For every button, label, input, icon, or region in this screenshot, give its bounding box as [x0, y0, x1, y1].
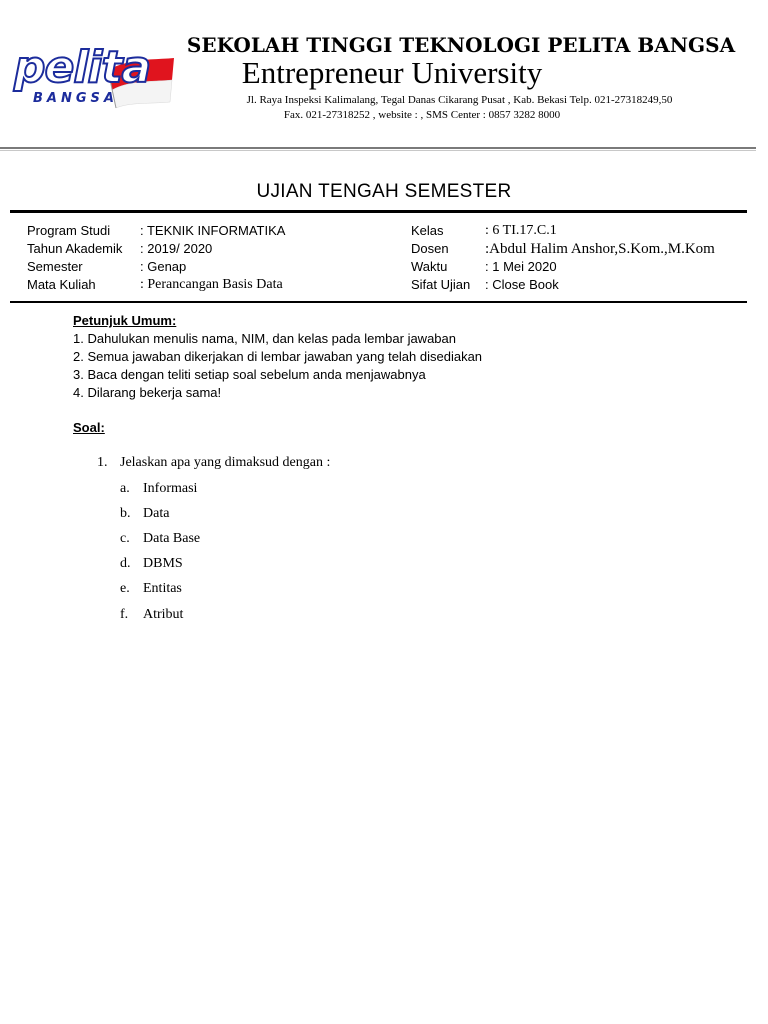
info-value: : Genap [140, 259, 187, 274]
logo-subtext: BANGSA [33, 91, 118, 106]
info-label: Program Studi [27, 223, 111, 238]
info-value: : TEKNIK INFORMATIKA [140, 223, 286, 238]
info-label: Sifat Ujian [411, 277, 471, 292]
option-letter: c. [120, 531, 130, 546]
logo-wordmark: pelita [14, 42, 151, 93]
instruction-item: 2. Semua jawaban dikerjakan di lembar jawaban yang telah disediakan [73, 349, 483, 364]
university-tagline: Entrepreneur University [241, 55, 543, 90]
info-value: :Abdul Halim Anshor,S.Kom.,M.Kom [485, 241, 715, 257]
option-letter: a. [120, 481, 130, 496]
instruction-item: 1. Dahulukan menulis nama, NIM, dan kelas pada lembar jawaban [73, 331, 456, 346]
option-letter: f. [120, 607, 129, 622]
option-letter: d. [120, 556, 131, 571]
address-line-1: Jl. Raya Inspeksi Kalimalang, Tegal Danas Cikarang Pusat , Kab. Bekasi Telp. 021-27318249,50 [246, 94, 673, 106]
instruction-item: 4. Dilarang bekerja sama! [73, 385, 222, 400]
info-label: Kelas [411, 223, 444, 238]
info-value: : 2019/ 2020 [140, 241, 213, 256]
info-value: : Close Book [485, 277, 559, 292]
instructions-heading: Petunjuk Umum: [73, 313, 177, 328]
option-text: Atribut [143, 607, 184, 622]
question-text: Jelaskan apa yang dimaksud dengan : [120, 455, 331, 470]
info-value: : 1 Mei 2020 [485, 259, 557, 274]
info-top-rule [10, 210, 747, 213]
option-letter: e. [120, 581, 130, 596]
option-text: DBMS [143, 556, 183, 571]
option-text: Informasi [143, 481, 198, 496]
option-text: Entitas [143, 581, 182, 596]
instruction-item: 3. Baca dengan teliti setiap soal sebelum anda menjawabnya [73, 367, 426, 382]
questions-heading: Soal: [73, 420, 105, 435]
info-value: : 6 TI.17.C.1 [485, 223, 557, 238]
question-number: 1. [97, 455, 108, 470]
info-value: : Perancangan Basis Data [140, 277, 283, 292]
info-label: Waktu [411, 259, 448, 274]
letterhead-divider [0, 147, 756, 149]
info-label: Dosen [411, 241, 449, 256]
info-label: Mata Kuliah [27, 277, 96, 292]
institution-name: SEKOLAH TINGGI TEKNOLOGI PELITA BANGSA [186, 33, 736, 57]
option-letter: b. [120, 506, 131, 521]
info-label: Semester [27, 259, 83, 274]
info-label: Tahun Akademik [27, 241, 123, 256]
info-bottom-rule [10, 301, 747, 303]
exam-title: UJIAN TENGAH SEMESTER [256, 181, 512, 202]
option-text: Data Base [143, 531, 201, 546]
option-text: Data [143, 506, 170, 521]
address-line-2: Fax. 021-27318252 , website : , SMS Center : 0857 3282 8000 [283, 109, 561, 121]
letterhead-divider-shadow [0, 150, 756, 151]
